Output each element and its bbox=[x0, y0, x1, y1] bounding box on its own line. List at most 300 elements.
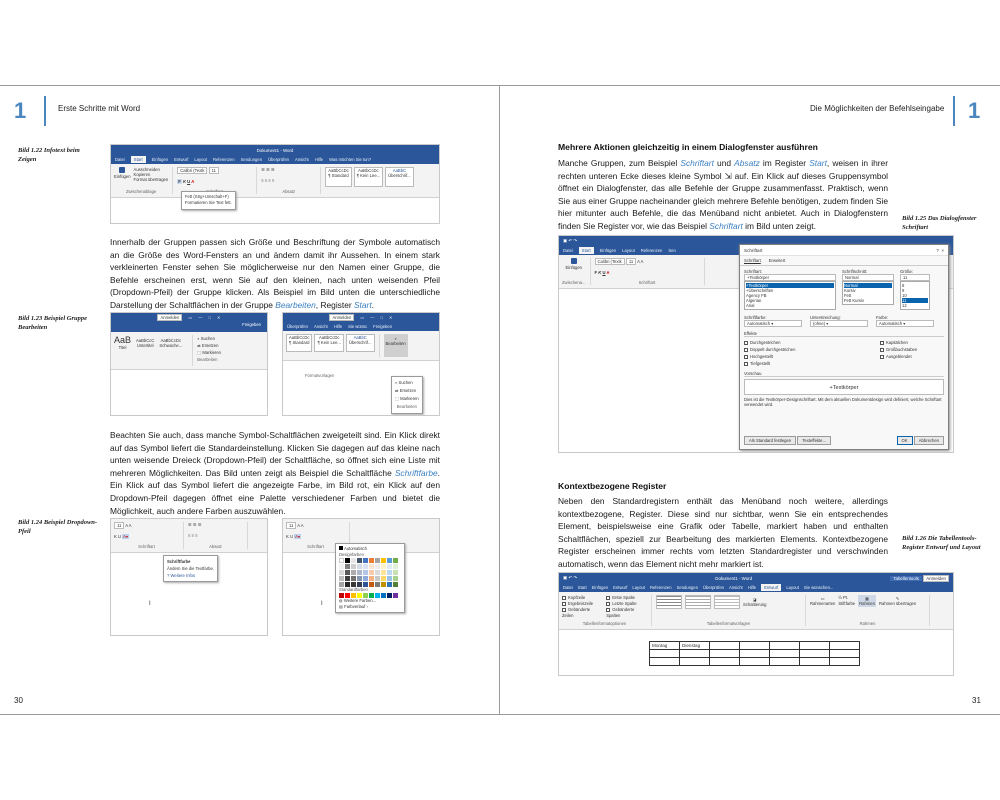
pen-color-select[interactable]: Stiftfarbe bbox=[838, 601, 856, 606]
paint-bucket-icon: ◪ bbox=[752, 597, 757, 602]
paragraph-size-adapt bbox=[110, 236, 440, 312]
font-color-select[interactable]: Automatisch ▾ bbox=[744, 320, 802, 327]
underline-color-label: Farbe: bbox=[876, 315, 889, 320]
para-text: Beachten Sie auch, dass manche Symbol-Schaltflächen zweigeteilt sind. Ein Klick direkt auf das Symbol liefert die Standardeinstellung. Klicken Sie dagegen auf das kleine nach unten weisende Dreieck (Dropdown-Pfeil) der Schaltfläche, so öffnet sich eine Liste mit mehreren Möglichkeiten. Das Bild unten zeigt als Beispiel die Schaltfläche bbox=[110, 430, 440, 478]
font-label: Schriftart: bbox=[744, 269, 762, 274]
tab-ansicht[interactable]: Ansicht bbox=[294, 157, 309, 162]
context-tab-label: Tabellentools bbox=[890, 576, 922, 581]
effect-hidden[interactable] bbox=[880, 353, 944, 360]
option-banded-columns[interactable] bbox=[606, 607, 647, 619]
list-item[interactable]: +Überschriften bbox=[746, 288, 774, 293]
signin-button[interactable]: Anmelden bbox=[157, 314, 182, 321]
color-row bbox=[740, 313, 948, 329]
tab-hilfe[interactable]: Hilfe bbox=[333, 324, 343, 329]
align-buttons-icon[interactable]: ≡ ≡ ≡ bbox=[188, 533, 198, 538]
style-preview: AaBbCcDc bbox=[289, 335, 310, 340]
tab-hilfe[interactable]: Hilfe bbox=[314, 157, 324, 162]
checkbox[interactable] bbox=[744, 355, 748, 359]
highlight-start: Start bbox=[809, 158, 827, 168]
screenshot-table-tools bbox=[558, 572, 954, 676]
title-bar bbox=[283, 313, 439, 322]
checkbox[interactable] bbox=[880, 348, 884, 352]
size-list[interactable] bbox=[900, 281, 930, 310]
font-color-icon[interactable]: A▾ bbox=[295, 534, 301, 539]
font-size-input[interactable]: 11 bbox=[114, 522, 124, 529]
effect-double-strikethrough[interactable] bbox=[744, 346, 795, 353]
signin-button[interactable]: Anmelden bbox=[923, 575, 949, 582]
figure-caption: Bild 1.22 Infotext beim Zeigen bbox=[18, 147, 80, 164]
search-icon: ⌕ bbox=[197, 336, 200, 341]
more-colors-label: Weitere Farben... bbox=[343, 598, 377, 603]
paste-button[interactable] bbox=[114, 167, 131, 182]
table-cell[interactable]: Dienstag bbox=[680, 642, 710, 650]
style-preview: AaBbCcDc bbox=[318, 335, 340, 340]
tab-einfuegen[interactable]: Einfügen bbox=[151, 157, 169, 162]
figure-caption: Bild 1.25 Das Dialogfenster Schriftart bbox=[902, 215, 977, 232]
replace-button[interactable] bbox=[197, 342, 221, 349]
style-standard[interactable] bbox=[286, 334, 312, 352]
style-label: Schriftschnitt: bbox=[842, 269, 868, 274]
border-painter-icon: ✎ bbox=[895, 596, 900, 601]
tab-ueberpruefen[interactable]: Überprüfen bbox=[703, 585, 724, 590]
more-info-link[interactable] bbox=[167, 572, 214, 579]
option-label: Ergebniszeile bbox=[568, 601, 594, 606]
tell-me-search[interactable]: Sie wünschen... bbox=[803, 585, 834, 590]
format-painter-button[interactable]: Format übertragen bbox=[133, 177, 169, 182]
binoculars-icon: ⌕ bbox=[394, 336, 397, 341]
tab-einfuegen[interactable]: Einfügen bbox=[591, 585, 609, 590]
ok-button[interactable]: OK bbox=[897, 436, 913, 445]
title-bar bbox=[111, 145, 439, 155]
menu-select[interactable] bbox=[395, 395, 419, 403]
table-style-options-group bbox=[562, 595, 652, 626]
search-icon: ⌕ bbox=[395, 380, 398, 385]
borders-button[interactable] bbox=[858, 595, 876, 607]
font-color-palette bbox=[335, 543, 405, 613]
tab-ansicht[interactable]: Ansicht bbox=[728, 585, 743, 590]
tab-start[interactable]: Start bbox=[131, 156, 146, 163]
ribbon-tabs bbox=[111, 155, 439, 164]
menu-replace[interactable] bbox=[395, 387, 419, 395]
font-name-input[interactable]: Calibri (Textk bbox=[177, 167, 207, 174]
ribbon-tabs bbox=[283, 322, 439, 331]
share-button[interactable]: Freigeben bbox=[242, 322, 261, 327]
section-heading: Mehrere Aktionen gleichzeitig in einem Dialogfenster ausführen bbox=[558, 142, 818, 152]
font-group-label: Schriftart bbox=[638, 280, 656, 285]
checkbox[interactable] bbox=[880, 341, 884, 345]
table-style-3[interactable] bbox=[714, 595, 740, 609]
checkbox[interactable] bbox=[606, 608, 610, 612]
paragraph-dialog-launcher bbox=[558, 157, 888, 233]
style-label: Überschrif... bbox=[388, 173, 411, 178]
font-size-input[interactable]: 11 bbox=[286, 522, 296, 529]
replace-icon: ⇄ bbox=[395, 388, 399, 393]
style-preview: AaBbC bbox=[392, 168, 407, 173]
highlight-schriftfarbe: Schriftfarbe bbox=[394, 467, 438, 478]
para-text: , weisen in ihrer rechten unteren Ecke dieses kleine Symbol bbox=[558, 158, 888, 181]
styles-gallery bbox=[325, 167, 414, 194]
figure-caption: Bild 1.23 Beispiel Gruppe Bearbeiten bbox=[18, 315, 87, 332]
border-painter-button[interactable] bbox=[879, 596, 916, 606]
option-label: Gebänderte Zeilen bbox=[562, 607, 591, 618]
ribbon-body bbox=[111, 332, 267, 370]
style-label: ¶ Standard bbox=[328, 173, 349, 178]
effect-label: Kapitälchen bbox=[886, 340, 908, 345]
style-list[interactable] bbox=[842, 281, 894, 305]
chapter-number: 1 bbox=[14, 98, 27, 123]
screenshot-editing-group-narrow bbox=[282, 312, 440, 416]
tab-entwurf[interactable]: Entwurf bbox=[174, 157, 189, 162]
font-list[interactable] bbox=[744, 281, 836, 310]
para-text: Innerhalb der Gruppen passen sich Größe und Beschriftung der Symbole automatisch an die Größe des Word-Fensters an und ändern damit ihr Aussehen. In einem stark verkleinerten Fenster sehen Sie möglicherweise nur den Namen einer Gruppe, die Befehle erscheinen erst, wenn Sie auf den kleinen, nach unten weisenden Pfeil (Dropdown-Pfeil) der Gruppe klicken. Als Beispiel im Bild unten die unterschiedliche Darstellung der Schaltflächen in der Gruppe bbox=[110, 237, 440, 310]
tab-sendungen[interactable]: Sen bbox=[668, 248, 676, 253]
select-icon: ⬚ bbox=[395, 396, 399, 401]
list-item[interactable]: Fett Kursiv bbox=[844, 298, 865, 303]
chapter-bar bbox=[953, 96, 955, 126]
maximize-icon[interactable]: □ bbox=[208, 315, 212, 320]
style-label: Schwache... bbox=[159, 343, 183, 348]
menu-search[interactable] bbox=[395, 379, 419, 387]
effect-label: Durchgestrichen bbox=[750, 340, 781, 345]
effects-label: Effekte bbox=[744, 331, 944, 337]
tab-layout[interactable]: Layout bbox=[622, 248, 635, 253]
minimize-icon[interactable]: — bbox=[370, 315, 375, 320]
font-dialog bbox=[739, 244, 949, 450]
checkbox[interactable] bbox=[562, 608, 566, 612]
font-color-tooltip bbox=[163, 555, 218, 582]
tab-advanced[interactable]: Erweitert bbox=[768, 258, 786, 263]
style-preview: AaBbCcDc bbox=[358, 168, 379, 173]
list-item[interactable]: 12 bbox=[902, 303, 907, 308]
page-number: 31 bbox=[972, 696, 981, 705]
size-input[interactable]: 11 bbox=[900, 274, 930, 281]
save-icon[interactable]: ▣ bbox=[563, 575, 568, 580]
ribbon-tabs bbox=[559, 583, 953, 592]
effect-subscript[interactable] bbox=[744, 360, 795, 367]
style-no-spacing[interactable] bbox=[314, 334, 343, 352]
option-label: Letzte Spalte bbox=[612, 601, 637, 606]
help-icon: ? bbox=[167, 573, 170, 578]
replace-label: Ersetzen bbox=[201, 343, 219, 348]
border-styles-button[interactable] bbox=[810, 596, 835, 606]
underline-color-select[interactable]: Automatisch ▾ bbox=[876, 320, 934, 327]
font-group-label: Schriftart bbox=[307, 544, 324, 549]
close-icon[interactable]: ✕ bbox=[217, 315, 221, 320]
style-preview: AaBbCcDc bbox=[328, 168, 349, 173]
gradient-icon: ▤ bbox=[339, 604, 343, 609]
list-item[interactable]: 9 bbox=[902, 288, 905, 293]
copy-button[interactable]: Kopieren bbox=[133, 172, 151, 177]
para-text: . bbox=[371, 299, 374, 310]
tooltip-title: Schriftfarbe bbox=[167, 559, 191, 564]
style-label: ¶ Standard bbox=[289, 340, 310, 345]
standard-colors-label: Standardfarben bbox=[339, 587, 368, 592]
ribbon-body bbox=[283, 331, 439, 361]
shading-button[interactable] bbox=[743, 597, 767, 607]
font-size-input[interactable]: 11 bbox=[626, 258, 636, 265]
checkbox[interactable] bbox=[606, 602, 610, 606]
checkbox[interactable] bbox=[880, 355, 884, 359]
text-effects-button[interactable]: Texteffekte... bbox=[797, 436, 831, 445]
style-no-spacing[interactable] bbox=[354, 167, 383, 187]
list-item[interactable]: 10 bbox=[902, 293, 907, 298]
style-input[interactable]: Normal bbox=[842, 274, 894, 281]
document-table[interactable] bbox=[649, 641, 860, 666]
effect-all-caps[interactable] bbox=[880, 346, 944, 353]
effect-strikethrough[interactable] bbox=[744, 339, 795, 346]
tooltip-description: Ändern Sie die Textfarbe. bbox=[167, 566, 214, 571]
style-subtitle[interactable] bbox=[136, 335, 154, 348]
style-preview: AaBbCcC bbox=[136, 338, 155, 343]
minimize-icon[interactable]: — bbox=[198, 315, 203, 320]
font-group: 11 A A K U A▾ Schriftart bbox=[114, 522, 184, 549]
automatic-label: Automatisch bbox=[343, 546, 367, 551]
underline-value: (ohne) bbox=[813, 321, 826, 326]
tab-sendungen[interactable]: Sendungen bbox=[676, 585, 699, 590]
checkbox[interactable] bbox=[744, 341, 748, 345]
checkbox[interactable] bbox=[744, 348, 748, 352]
select-button[interactable] bbox=[197, 349, 221, 356]
style-title[interactable] bbox=[114, 335, 131, 350]
table-cell[interactable]: Montag bbox=[650, 642, 680, 650]
tab-layout[interactable]: Layout bbox=[194, 157, 207, 162]
chapter-bar bbox=[44, 96, 46, 126]
font-color-button[interactable]: A bbox=[191, 179, 195, 184]
style-heading[interactable] bbox=[346, 334, 375, 352]
screenshot-font-dialog bbox=[558, 235, 954, 453]
effect-superscript[interactable] bbox=[744, 353, 795, 360]
size-label: Größe: bbox=[900, 269, 914, 274]
gradient-label: Farbverlauf bbox=[344, 604, 366, 609]
tab-table-layout[interactable]: Layout bbox=[786, 585, 799, 590]
underline-button[interactable]: U bbox=[187, 179, 191, 184]
text-cursor: I bbox=[149, 601, 151, 607]
option-label: Erste Spalte bbox=[612, 595, 635, 600]
font-group: 11 A A K U A▾ Schriftart bbox=[286, 522, 350, 549]
checkbox[interactable] bbox=[606, 596, 610, 600]
style-preview: AaBbC bbox=[353, 335, 367, 340]
style-label: Untertitel bbox=[136, 343, 154, 348]
save-icon[interactable]: ▣ bbox=[563, 238, 568, 243]
doc-title: Dokument1 - Word bbox=[256, 147, 294, 153]
tab-datei[interactable]: Datei bbox=[563, 248, 573, 253]
redo-icon[interactable]: ↷ bbox=[573, 575, 577, 580]
size-column bbox=[900, 269, 930, 310]
align-buttons-icon[interactable]: ≡ ≡ ≡ ≡ bbox=[261, 178, 275, 183]
editing-dropdown-menu bbox=[391, 376, 423, 414]
tab-ansicht[interactable]: Ansicht bbox=[313, 324, 328, 329]
list-item[interactable]: +Textkörper bbox=[746, 283, 834, 288]
close-icon[interactable]: ✕ bbox=[389, 315, 393, 320]
title-bar bbox=[111, 313, 267, 322]
highlight-bearbeiten: Bearbeiten bbox=[275, 299, 316, 310]
clipboard-group-label: Zwischenablage bbox=[125, 189, 157, 194]
borders-label: Rahmen bbox=[859, 601, 875, 606]
effect-label: Großbuchstaben bbox=[886, 347, 918, 352]
help-button[interactable]: ? bbox=[936, 247, 939, 253]
checkbox[interactable] bbox=[562, 602, 566, 606]
tab-ueberpruefen[interactable]: Überprüfen bbox=[268, 157, 289, 162]
menu-label: Suchen bbox=[398, 380, 413, 385]
list-item[interactable]: Agency FB bbox=[746, 293, 767, 298]
tab-datei[interactable]: Datei bbox=[115, 157, 125, 162]
clipboard-group bbox=[114, 167, 173, 194]
preview-label: Vorschau bbox=[744, 371, 944, 377]
tab-start[interactable]: Start bbox=[579, 247, 594, 254]
preview-box: +Textkörper bbox=[744, 379, 944, 395]
font-column bbox=[744, 269, 836, 310]
list-item[interactable]: Algerian bbox=[746, 298, 762, 303]
ribbon-body bbox=[111, 519, 267, 553]
bold-button[interactable]: F bbox=[178, 179, 181, 184]
figure-caption: Bild 1.24 Beispiel Dropdown-Pfeil bbox=[18, 519, 98, 536]
share-button[interactable]: Freigeben bbox=[373, 324, 393, 329]
figure-caption: Bild 1.26 Die Tabellentools-Register Entwurf und Layout bbox=[902, 535, 981, 552]
tab-einfuegen[interactable]: Einfügen bbox=[599, 248, 617, 253]
font-name-input[interactable]: Calibri (Textk bbox=[595, 258, 625, 265]
shading-label: Schattierung bbox=[743, 602, 767, 607]
screenshot-editing-group-wide bbox=[110, 312, 268, 416]
paste-button[interactable] bbox=[562, 258, 586, 270]
search-label: Suchen bbox=[200, 336, 215, 341]
highlight-start: Start bbox=[353, 299, 372, 310]
group-label: Rahmen bbox=[859, 621, 876, 626]
list-item[interactable]: Normal bbox=[844, 283, 892, 288]
style-preview: AaB bbox=[114, 335, 132, 345]
tab-entwurf[interactable]: Entwurf bbox=[613, 585, 628, 590]
pen-weight-select[interactable]: ½ Pt. bbox=[838, 595, 849, 600]
section-heading: Kontextbezogene Register bbox=[558, 481, 667, 491]
undo-icon[interactable]: ↶ bbox=[568, 238, 573, 243]
para-text: Manche Gruppen, zum Beispiel bbox=[558, 158, 681, 168]
editing-button-label: Bearbeiten bbox=[385, 341, 406, 346]
underline-select[interactable]: (ohne) ▾ bbox=[810, 320, 868, 327]
paste-icon bbox=[571, 258, 577, 264]
list-item[interactable]: 11 bbox=[902, 298, 928, 303]
font-group-label: Schriftart bbox=[138, 544, 155, 549]
table-style-1[interactable] bbox=[656, 595, 682, 609]
tab-referenzen[interactable]: Referenzen bbox=[649, 585, 672, 590]
borders-group bbox=[810, 595, 930, 626]
tab-sendungen[interactable]: Sendungen bbox=[240, 157, 263, 162]
tab-start[interactable]: Start bbox=[577, 585, 587, 590]
tooltip-title: Fett (Strg+Umschalt+F) bbox=[185, 194, 229, 199]
dialog-title: Schriftart bbox=[744, 247, 763, 253]
tab-hilfe[interactable]: Hilfe bbox=[747, 585, 757, 590]
option-banded-rows[interactable] bbox=[562, 607, 600, 619]
highlight-absatz: Absatz bbox=[734, 158, 760, 168]
list-buttons-icon[interactable]: ☰ ☰ ☰ bbox=[188, 522, 202, 527]
right-page bbox=[500, 85, 1000, 715]
restore-icon[interactable]: ▭ bbox=[188, 315, 193, 320]
close-button[interactable]: × bbox=[941, 247, 944, 253]
search-button[interactable] bbox=[197, 335, 221, 342]
effect-label: Tiefgestellt bbox=[750, 361, 771, 366]
list-item[interactable]: 8 bbox=[902, 283, 905, 288]
option-label: Gebänderte Spalten bbox=[606, 607, 635, 618]
style-label: ¶ Kein Lee... bbox=[317, 340, 341, 345]
paragraph-group-label: Absatz bbox=[282, 189, 296, 194]
tab-datei[interactable]: Datei bbox=[563, 585, 573, 590]
tell-me-search[interactable]: Was möchten Sie tun? bbox=[329, 157, 372, 162]
undo-icon[interactable]: ↶ bbox=[568, 575, 573, 580]
cancel-button[interactable]: Abbrechen bbox=[914, 436, 944, 445]
style-subtle[interactable] bbox=[159, 335, 182, 348]
para-text: , Register bbox=[315, 299, 354, 310]
checkbox[interactable] bbox=[744, 362, 748, 366]
list-item[interactable]: Arial bbox=[746, 303, 755, 308]
set-default-button[interactable]: Als Standard festlegen bbox=[744, 436, 796, 445]
checkbox[interactable] bbox=[562, 596, 566, 600]
select-label: Markieren bbox=[202, 350, 221, 355]
menu-label: Ersetzen bbox=[399, 388, 417, 393]
style-standard[interactable] bbox=[325, 167, 351, 187]
editing-dropdown-button[interactable] bbox=[384, 334, 408, 357]
preview-description: Dies ist die Textkörper-Designschriftart. Mit dem aktuellen Dokumentdesign wird definiert, welche Schriftart verwendet wird. bbox=[744, 397, 942, 407]
table-styles-group bbox=[656, 595, 806, 626]
restore-icon[interactable]: ▭ bbox=[360, 315, 365, 320]
menu-label: Markieren bbox=[400, 396, 419, 401]
highlight-schriftart: Schriftart bbox=[709, 220, 743, 231]
font-color-icon[interactable]: A▾ bbox=[123, 534, 129, 539]
style-label: ¶ Kein Lee... bbox=[356, 173, 381, 178]
styles-group-label: Formatvorlagen bbox=[305, 373, 335, 378]
select-icon: ⬚ bbox=[197, 350, 202, 355]
list-buttons-icon[interactable]: ☰ ☰ ☰ bbox=[261, 167, 275, 172]
tab-referenzen[interactable]: Referenzen bbox=[212, 157, 235, 162]
maximize-icon[interactable]: □ bbox=[380, 315, 384, 320]
page-number: 30 bbox=[14, 696, 23, 705]
gradient-item[interactable]: ▤ Farbverlauf › bbox=[339, 604, 368, 609]
font-color-value: Automatisch bbox=[747, 321, 771, 326]
tab-ueberpruefen[interactable]: Überprüfen bbox=[287, 324, 308, 329]
paragraph-group bbox=[188, 522, 248, 549]
cut-button[interactable]: Ausschneiden bbox=[133, 167, 160, 172]
paste-icon bbox=[119, 167, 125, 173]
font-color-label: Schriftfarbe: bbox=[744, 315, 767, 320]
tab-font[interactable]: Schriftart bbox=[744, 258, 761, 263]
effect-label: Hochgestellt bbox=[750, 354, 774, 359]
theme-color-grid[interactable] bbox=[339, 558, 401, 587]
font-size-input[interactable]: 11 bbox=[209, 167, 219, 174]
table-style-2[interactable] bbox=[685, 595, 711, 609]
signin-button[interactable]: Anmelden bbox=[329, 314, 354, 321]
styles-gallery bbox=[286, 334, 380, 357]
font-color-split-button[interactable]: K U A▾ bbox=[286, 534, 301, 539]
ribbon-body bbox=[111, 164, 439, 198]
border-styles-icon: ▭ bbox=[820, 596, 825, 601]
effect-small-caps[interactable] bbox=[880, 339, 944, 346]
list-item[interactable]: Fett bbox=[844, 293, 852, 298]
style-heading[interactable] bbox=[385, 167, 414, 187]
dialog-tabs bbox=[740, 256, 948, 266]
clipboard-group bbox=[562, 258, 591, 285]
tab-table-design[interactable]: Entwurf bbox=[761, 584, 781, 591]
bold-tooltip bbox=[181, 191, 236, 210]
tab-layout[interactable]: Layout bbox=[632, 585, 645, 590]
border-painter-label: Rahmen übertragen bbox=[878, 601, 917, 606]
font-selection-row bbox=[740, 266, 948, 313]
tell-me-search[interactable]: Sie wünsc bbox=[348, 324, 368, 329]
font-color-split-button[interactable]: K U A▾ bbox=[114, 534, 129, 539]
font-input[interactable]: +Textkörper bbox=[744, 274, 836, 281]
style-column bbox=[842, 269, 894, 310]
list-item[interactable]: Kursiv bbox=[844, 288, 856, 293]
italic-button[interactable]: K bbox=[182, 179, 186, 184]
redo-icon[interactable]: ↷ bbox=[573, 238, 577, 243]
tab-referenzen[interactable]: Referenzen bbox=[640, 248, 663, 253]
document-area bbox=[111, 198, 439, 223]
